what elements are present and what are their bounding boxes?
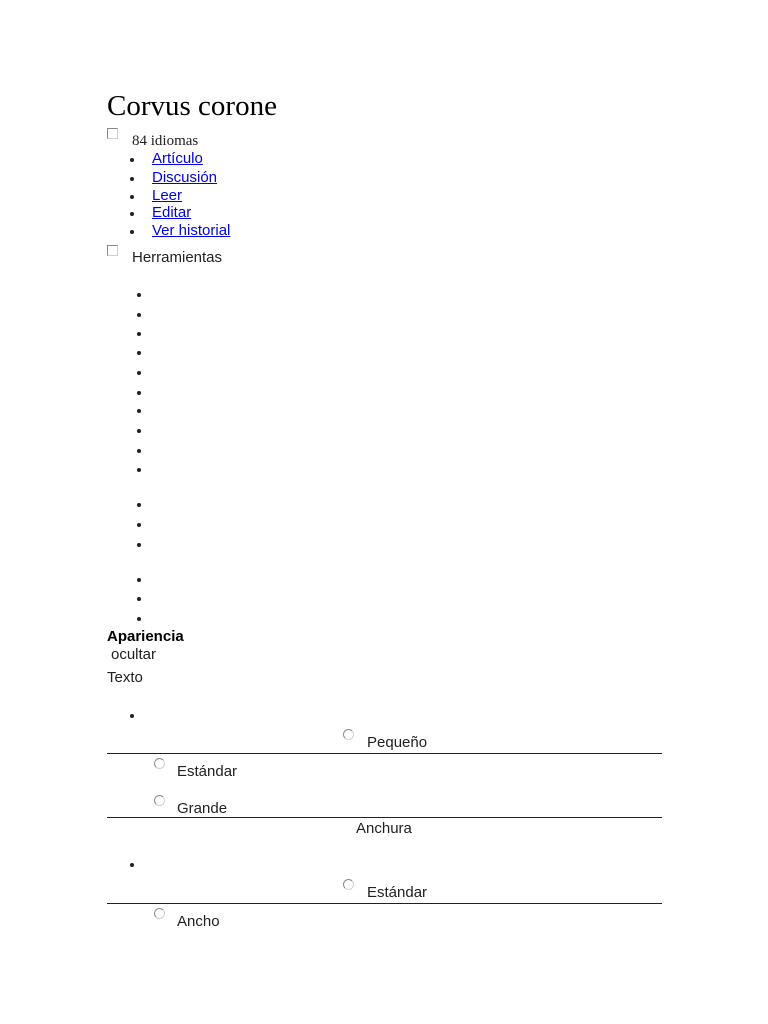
text-size-large-label[interactable]: Grande — [177, 800, 228, 817]
tools-list-item[interactable] — [137, 503, 141, 507]
tab-discusion[interactable]: Discusión — [152, 169, 218, 186]
bullet — [130, 195, 134, 199]
languages-label[interactable]: 84 idiomas — [132, 133, 199, 149]
bullet — [130, 714, 134, 718]
tools-list-item[interactable] — [137, 468, 141, 472]
tab-ver-historial[interactable]: Ver historial — [152, 222, 231, 239]
tools-list-item[interactable] — [137, 617, 141, 621]
tools-list-item[interactable] — [137, 523, 141, 527]
tools-list-item[interactable] — [137, 578, 141, 582]
tools-list-item[interactable] — [137, 429, 141, 433]
bullet — [130, 158, 134, 162]
tools-label[interactable]: Herramientas — [132, 249, 223, 266]
tools-list-item[interactable] — [137, 371, 141, 375]
divider — [107, 903, 662, 904]
tools-list-item[interactable] — [137, 391, 141, 395]
tools-list-item[interactable] — [137, 313, 141, 317]
bullet — [130, 230, 134, 234]
text-size-label: Texto — [107, 669, 143, 686]
text-size-small-radio[interactable] — [343, 729, 354, 740]
bullet — [130, 212, 134, 216]
width-wide-label[interactable]: Ancho — [177, 913, 220, 930]
divider — [107, 817, 662, 818]
tools-list-item[interactable] — [137, 449, 141, 453]
width-standard-label[interactable]: Estándar — [367, 884, 428, 901]
bullet — [130, 863, 134, 867]
width-wide-radio[interactable] — [154, 908, 165, 919]
text-size-large-radio[interactable] — [154, 795, 165, 806]
bullet — [130, 177, 134, 181]
width-standard-radio[interactable] — [343, 879, 354, 890]
tools-list-item[interactable] — [137, 597, 141, 601]
page-title: Corvus corone — [107, 90, 277, 122]
width-label: Anchura — [356, 820, 412, 837]
tools-list-item[interactable] — [137, 351, 141, 355]
tab-editar[interactable]: Editar — [152, 204, 192, 221]
appearance-heading: Apariencia — [107, 628, 184, 645]
tools-list-item[interactable] — [137, 543, 141, 547]
tools-list-item[interactable] — [137, 332, 141, 336]
text-size-standard-radio[interactable] — [154, 758, 165, 769]
tools-toggle-checkbox[interactable] — [107, 245, 118, 256]
tools-list-item[interactable] — [137, 293, 141, 297]
languages-toggle-checkbox[interactable] — [107, 128, 118, 139]
appearance-hide-button[interactable]: ocultar — [111, 646, 157, 663]
divider — [107, 753, 662, 754]
text-size-small-label[interactable]: Pequeño — [367, 734, 428, 751]
tab-articulo[interactable]: Artículo — [152, 150, 203, 167]
tools-list-item[interactable] — [137, 409, 141, 413]
tab-leer[interactable]: Leer — [152, 187, 183, 204]
text-size-standard-label[interactable]: Estándar — [177, 763, 238, 780]
